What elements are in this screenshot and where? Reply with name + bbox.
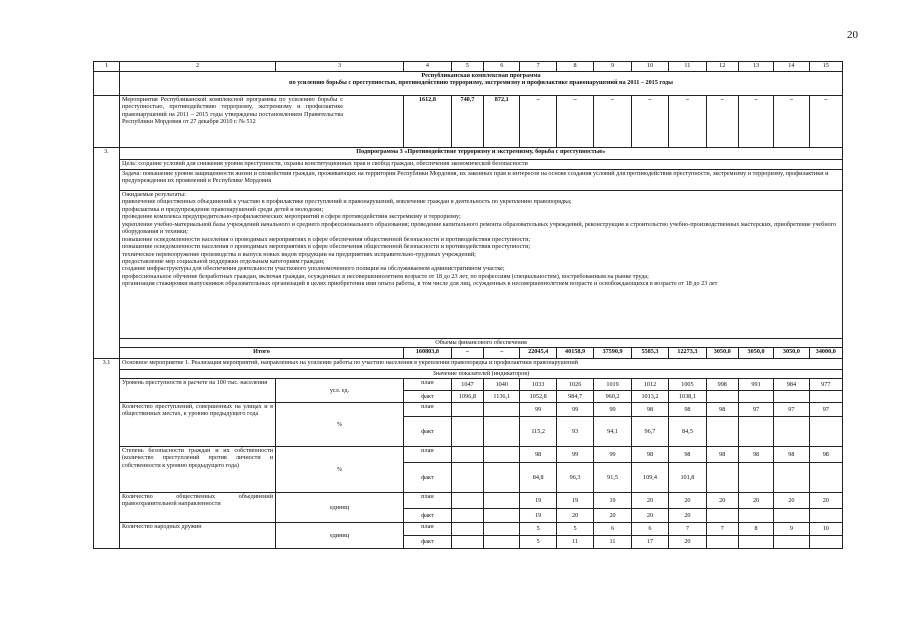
plan-value: 98: [631, 447, 668, 463]
column-number: 8: [556, 62, 593, 72]
plan-value: 998: [706, 379, 738, 391]
plan-value: 1005: [669, 379, 706, 391]
fact-value: 20: [669, 536, 706, 549]
fact-value: 1096,8: [451, 391, 483, 403]
total-label: Итого: [120, 348, 404, 359]
measures-value: –: [556, 96, 593, 148]
plan-value: 19: [520, 493, 556, 509]
plan-label: план: [403, 493, 451, 509]
fact-value: [809, 417, 842, 447]
result-item: укрепление учебно-материальной базы учреждений начального и среднего профессионального образования; проведение капитального ремонта образовательных учреждений, реконструкция и строительство учебно-производственных мастерских, приобретение учебного оборудования и техники;: [122, 220, 837, 236]
plan-value: 9: [774, 523, 809, 536]
plan-value: 20: [738, 493, 773, 509]
plan-value: 20: [809, 493, 842, 509]
fact-value: [706, 509, 738, 523]
plan-value: 20: [774, 493, 809, 509]
header-row: [94, 62, 843, 72]
fact-value: 109,4: [631, 463, 668, 493]
item-title: Основное мероприятие 1. Реализация мероприятий, направленных на усиление работы по участию населения в укреплении правопорядка и профилактики правонарушений: [120, 359, 843, 370]
funding-label: Объемы финансового обеспечения: [120, 339, 843, 348]
fact-value: [706, 391, 738, 403]
total-value: 160803,8: [403, 348, 451, 359]
result-item: повышение осведомленности населения о проводимых мероприятиях в сфере обеспечения общественной безопасности и противодействия преступности;: [122, 235, 531, 243]
program-table: [93, 61, 843, 549]
result-item: техническое перевооружение производства и выпуск новых видов продукции на предприятиях исправительно-трудовых учреждений;: [122, 250, 476, 258]
fact-value: [774, 509, 809, 523]
fact-value: 11: [594, 536, 631, 549]
fact-value: [484, 536, 520, 549]
plan-value: 20: [631, 493, 668, 509]
fact-value: 20: [631, 509, 668, 523]
plan-value: 1040: [484, 379, 520, 391]
plan-value: 98: [706, 447, 738, 463]
indicator-unit: %: [276, 447, 404, 493]
fact-value: 20: [669, 509, 706, 523]
result-item: профилактика и предупреждение правонарушений среди детей и молодежи;: [122, 205, 324, 213]
total-value: 3050,0: [706, 348, 738, 359]
plan-value: 98: [669, 447, 706, 463]
plan-value: 7: [706, 523, 738, 536]
result-item: организация стажировки выпускников образовательных организаций в целях приобретения ими опыта работы, в том числе для лиц, осужденных в несовершеннолетнем возрасте и освобождающихся в возрасте от 18 до 23 лет: [122, 280, 718, 288]
plan-value: 97: [809, 403, 842, 417]
program-title-line2: по усилению борьбы с преступностью, противодействию терроризму, экстремизму и профилактике правонарушений на 2011 – 2015 годы: [289, 79, 673, 87]
total-value: –: [484, 348, 520, 359]
fact-value: 1052,8: [520, 391, 556, 403]
plan-value: 10: [809, 523, 842, 536]
program-title: [120, 72, 843, 96]
total-value: 3050,0: [738, 348, 773, 359]
fact-value: [738, 463, 773, 493]
plan-value: 98: [631, 403, 668, 417]
column-number: 1: [94, 62, 120, 72]
column-number: 12: [706, 62, 738, 72]
indicator-name: Степень безопасности граждан и их собственности (количество преступлений против личности и собственности к уровню предыдущего года): [120, 447, 276, 493]
column-number: 6: [484, 62, 520, 72]
plan-value: [451, 523, 483, 536]
plan-value: 98: [706, 403, 738, 417]
indicators-label: Значение показателей (индикаторов): [120, 370, 843, 379]
measures-value: –: [669, 96, 706, 148]
fact-value: [809, 536, 842, 549]
fact-value: [774, 417, 809, 447]
fact-value: 93: [556, 417, 593, 447]
expected-results: [120, 191, 843, 339]
column-number: 3: [276, 62, 404, 72]
plan-value: 99: [556, 403, 593, 417]
total-value: 37590,9: [594, 348, 631, 359]
measures-value: –: [594, 96, 631, 148]
fact-value: [451, 509, 483, 523]
fact-value: 84,5: [669, 417, 706, 447]
fact-value: [706, 463, 738, 493]
page-number: 20: [847, 29, 858, 41]
plan-value: 97: [738, 403, 773, 417]
fact-value: 1013,2: [631, 391, 668, 403]
fact-value: 20: [594, 509, 631, 523]
fact-value: [774, 536, 809, 549]
plan-label: план: [403, 523, 451, 536]
program-title-line1: Республиканская комплексная программа: [421, 72, 541, 79]
indicator-unit: %: [276, 403, 404, 447]
plan-value: 1019: [594, 379, 631, 391]
plan-value: 99: [594, 447, 631, 463]
fact-value: 96,3: [556, 463, 593, 493]
measures-text: Мероприятия Республиканской комплексной программы по усилению борьбы с преступностью, противодействию терроризму, экстремизму и профилактике правонарушений на 2011 – 2015 годы утверждены постановлением Правительства Республики Мордовия от 27 декабря 2010 г. № 512: [120, 96, 404, 148]
fact-value: [484, 509, 520, 523]
measures-value: –: [520, 96, 556, 148]
plan-value: 6: [631, 523, 668, 536]
total-value: –: [451, 348, 483, 359]
fact-value: 19: [520, 509, 556, 523]
plan-value: [484, 403, 520, 417]
total-value: 34000,0: [809, 348, 842, 359]
subprogram-title: Подпрограмма 3 «Противодействие терроризму и экстремизму, борьба с преступностью»: [120, 148, 843, 160]
measures-value: –: [809, 96, 842, 148]
fact-value: [706, 536, 738, 549]
plan-label: план: [403, 379, 451, 391]
plan-value: 5: [556, 523, 593, 536]
indicator-name: Количество общественных объединений правоохранительной направленности: [120, 493, 276, 523]
fact-value: [738, 509, 773, 523]
measures-value: –: [706, 96, 738, 148]
plan-value: [451, 493, 483, 509]
plan-value: 20: [669, 493, 706, 509]
subprogram-goal: Цель: создание условий для снижения уровня преступности, охраны конституционных прав и свобод граждан, обеспечения экономической безопасности: [120, 160, 843, 170]
measures-value: 740,7: [451, 96, 483, 148]
fact-value: 11: [556, 536, 593, 549]
empty-cell: [94, 72, 120, 96]
fact-value: [706, 417, 738, 447]
result-item: проведение комплекса предупредительно-профилактических мероприятий в сфере противодействия экстремизму и терроризму;: [122, 213, 461, 221]
fact-value: [484, 463, 520, 493]
indicator-name: Количество народных дружин: [120, 523, 276, 549]
plan-value: 1047: [451, 379, 483, 391]
result-item: создание инфраструктуры для обеспечения деятельности участкового уполномоченного полиции на обслуживаемом административном участке;: [122, 265, 505, 273]
plan-label: план: [403, 403, 451, 417]
plan-value: 1012: [631, 379, 668, 391]
fact-value: 20: [556, 509, 593, 523]
empty-cell: [94, 96, 120, 148]
total-value: 22045,4: [520, 348, 556, 359]
column-number: 11: [669, 62, 706, 72]
column-number: 13: [738, 62, 773, 72]
fact-value: [738, 536, 773, 549]
fact-value: 5: [520, 536, 556, 549]
plan-value: 99: [520, 403, 556, 417]
fact-label: факт: [403, 509, 451, 523]
indicator-unit: усл. ед.: [276, 379, 404, 403]
plan-value: [451, 403, 483, 417]
measures-value: –: [631, 96, 668, 148]
fact-value: 84,8: [520, 463, 556, 493]
plan-value: 8: [738, 523, 773, 536]
column-number: 9: [594, 62, 631, 72]
plan-value: [451, 447, 483, 463]
fact-value: 984,7: [556, 391, 593, 403]
fact-label: факт: [403, 463, 451, 493]
column-number: 14: [774, 62, 809, 72]
column-number: 5: [451, 62, 483, 72]
plan-value: 98: [738, 447, 773, 463]
measures-value: 1612,8: [403, 96, 451, 148]
indicator-name: Уровень преступности в расчете на 100 тыс. населения: [120, 379, 276, 403]
total-value: 12273,3: [669, 348, 706, 359]
plan-value: 19: [594, 493, 631, 509]
indicator-name: Количество преступлений, совершенных на улицах и в общественных местах, к уровню предыдущего года: [120, 403, 276, 447]
subprogram-task: Задача: повышение уровня защищенности жизни и спокойствия граждан, проживающих на территории Республики Мордовия, их законных прав и интересов на основе создания условий для противодействия преступности, экстремизму и терроризму, профилактики и предупреждения их проявлений в Республике Мордовия: [120, 170, 843, 191]
result-item: профессиональное обучение безработных граждан, включая граждан, осужденных в несовершеннолетнем возрасте от 18 до 23 лет, по профессиям (специальностям), востребованным на рынке труда;: [122, 272, 649, 280]
plan-value: 984: [774, 379, 809, 391]
plan-value: 20: [706, 493, 738, 509]
fact-value: 96,7: [631, 417, 668, 447]
fact-value: [451, 417, 483, 447]
plan-value: 98: [520, 447, 556, 463]
fact-value: 960,2: [594, 391, 631, 403]
result-item: предоставление мер социальной поддержки отдельным категориям граждан;: [122, 257, 325, 265]
plan-value: [484, 493, 520, 509]
plan-value: [484, 523, 520, 536]
plan-value: 991: [738, 379, 773, 391]
subprogram-number: 3.: [94, 148, 120, 359]
fact-label: факт: [403, 391, 451, 403]
fact-value: 91,5: [594, 463, 631, 493]
result-item: Ожидаемые результаты:: [122, 191, 186, 198]
fact-value: [738, 391, 773, 403]
fact-value: [738, 417, 773, 447]
plan-value: 98: [809, 447, 842, 463]
measures-value: 872,1: [484, 96, 520, 148]
plan-value: 1026: [556, 379, 593, 391]
indicator-unit: единиц: [276, 493, 404, 523]
plan-value: 97: [774, 403, 809, 417]
fact-value: 101,8: [669, 463, 706, 493]
fact-value: [809, 463, 842, 493]
plan-value: 6: [594, 523, 631, 536]
column-number: 2: [120, 62, 276, 72]
total-value: 3050,0: [774, 348, 809, 359]
plan-value: [484, 447, 520, 463]
fact-label: факт: [403, 536, 451, 549]
plan-value: 5: [520, 523, 556, 536]
plan-value: 99: [556, 447, 593, 463]
plan-label: план: [403, 447, 451, 463]
fact-value: [451, 536, 483, 549]
fact-value: [809, 391, 842, 403]
plan-value: 977: [809, 379, 842, 391]
measures-value: –: [774, 96, 809, 148]
plan-value: 98: [774, 447, 809, 463]
fact-value: [774, 391, 809, 403]
column-number: 10: [631, 62, 668, 72]
item-number: 3.1: [94, 359, 120, 549]
plan-value: 7: [669, 523, 706, 536]
result-item: привлечение общественных объединений к участию в профилактике преступлений и правонарушений, вовлечение граждан в деятельность по укреплению правопорядка;: [122, 198, 572, 206]
indicator-unit: единиц: [276, 523, 404, 549]
total-value: 40158,9: [556, 348, 593, 359]
fact-value: [809, 509, 842, 523]
column-number: 7: [520, 62, 556, 72]
fact-value: 115,2: [520, 417, 556, 447]
plan-value: 98: [669, 403, 706, 417]
fact-value: [774, 463, 809, 493]
fact-value: 17: [631, 536, 668, 549]
plan-value: 19: [556, 493, 593, 509]
fact-value: [451, 463, 483, 493]
fact-value: [484, 417, 520, 447]
fact-value: 94,1: [594, 417, 631, 447]
measures-value: –: [738, 96, 773, 148]
total-value: 5585,3: [631, 348, 668, 359]
column-number: 15: [809, 62, 842, 72]
plan-value: 1033: [520, 379, 556, 391]
result-item: повышение осведомленности населения о проводимых мероприятиях в сфере обеспечения общественной безопасности и противодействия преступности;: [122, 243, 531, 251]
fact-label: факт: [403, 417, 451, 447]
plan-value: 99: [594, 403, 631, 417]
fact-value: 1038,1: [669, 391, 706, 403]
column-number: 4: [403, 62, 451, 72]
fact-value: 1136,1: [484, 391, 520, 403]
